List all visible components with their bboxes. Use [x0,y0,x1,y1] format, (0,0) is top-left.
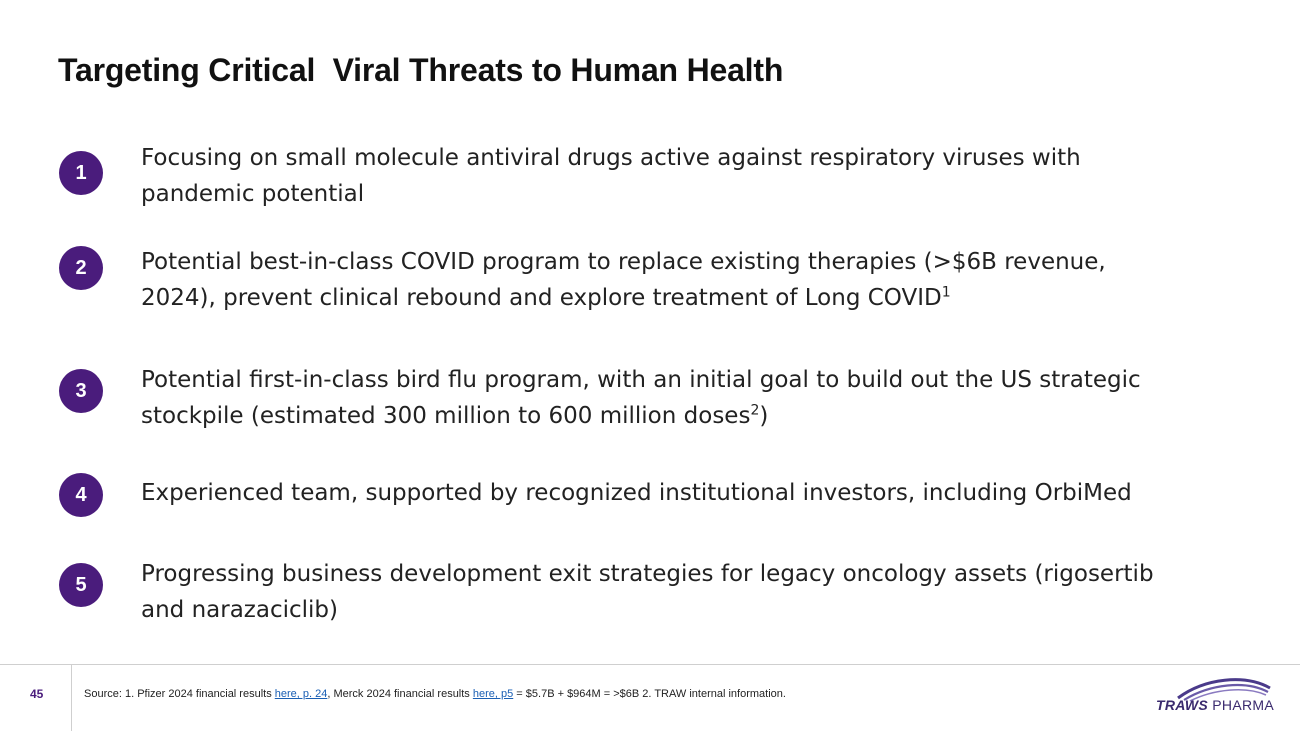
item-text-line: Focusing on small molecule antiviral drugs active against respiratory viruses with [141,145,1081,171]
number-badge: 1 [59,151,103,195]
page-number: 45 [30,687,44,701]
logo-text-regular: PHARMA [1212,697,1274,713]
item-text [141,362,1241,434]
item-text-line: Experienced team, supported by recognized institutional investors, including OrbiMed [141,480,1132,506]
source-link-merck[interactable]: here, p5 [472,688,514,700]
item-text [141,475,1241,511]
source-link-pfizer[interactable]: here, p. 24 [274,688,328,700]
item-text [141,140,1241,212]
item-text-line: and narazaciclib) [141,597,339,623]
footnote-ref: 1 [941,284,951,301]
footer-divider-vertical [71,664,72,731]
number-badge: 2 [59,246,103,290]
item-text-line: Progressing business development exit strategies for legacy oncology assets (rigosertib [141,561,1154,587]
number-badge: 4 [59,473,103,517]
item-text-fragment: 2024), prevent clinical rebound and explore treatment of Long COVID [141,285,942,311]
source-text: = $5.7B + $964M = >$6B 2. TRAW internal information. [513,688,786,700]
footnote-ref: 2 [750,402,760,419]
item-text-line [141,280,1241,316]
item-text [141,244,1241,316]
logo-text-bold: TRAWS [1156,697,1209,713]
item-text [141,556,1241,628]
item-text-fragment: stockpile (estimated 300 million to 600 million doses [141,403,751,429]
source-text: Source: 1. Pfizer 2024 financial results [84,688,275,700]
item-text-line: pandemic potential [141,181,365,207]
number-badge: 3 [59,369,103,413]
slide-title: Targeting Critical Viral Threats to Human Health [58,52,784,88]
source-text: , Merck 2024 financial results [327,688,473,700]
logo-text [1156,697,1274,713]
item-text-line: Potential first-in-class bird flu program, with an initial goal to build out the US strategic [141,367,1141,393]
footer-divider-horizontal [0,664,1300,665]
item-text-fragment: ) [759,403,769,429]
item-text-line [141,398,1241,434]
item-text-line: Potential best-in-class COVID program to replace existing therapies (>$6B revenue, [141,249,1106,275]
number-badge: 5 [59,563,103,607]
source-note [84,688,786,700]
